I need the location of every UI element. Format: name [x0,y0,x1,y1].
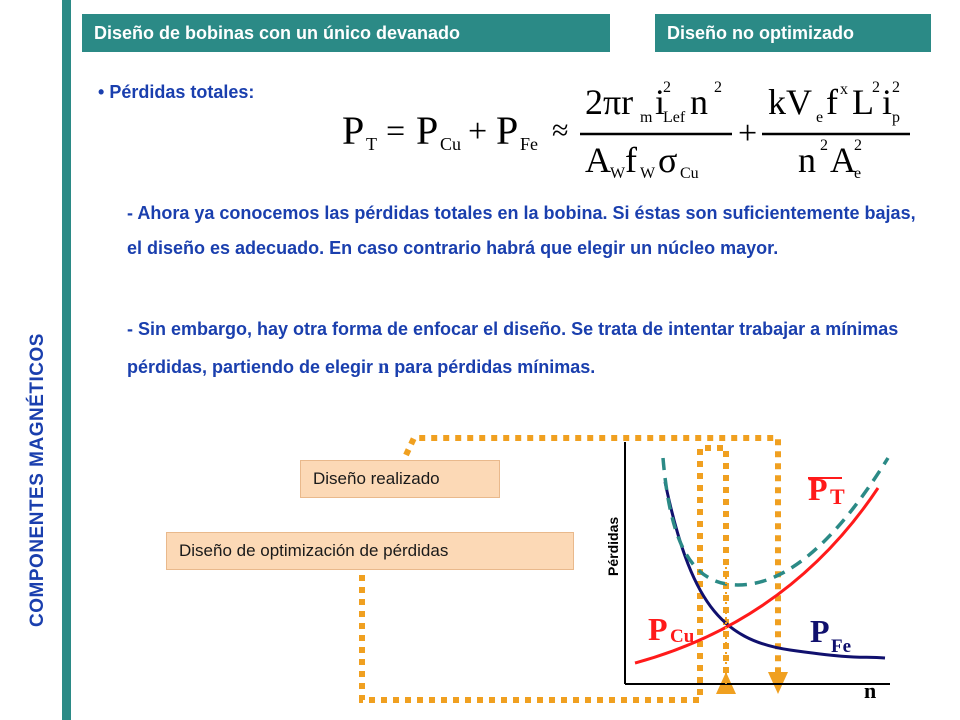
paragraph-2-start: - Sin embargo, hay otra forma de enfocar el diseño. Se trata de intentar trabajar a mínimas pérdidas, partiendo de elegir [127,319,899,377]
formula-num2-x: x [840,81,848,98]
optimization-design-box: Diseño de optimización de pérdidas [166,532,574,570]
formula-num2-e: e [816,109,824,126]
paragraph-2-variable: n [378,356,390,378]
formula-num1-n: n [690,82,708,122]
formula-den2-n: n [798,140,816,180]
formula-pt: P [342,108,365,153]
pt-label-sub: T [830,484,845,509]
design-done-box: Diseño realizado [300,460,500,498]
side-title: COMPONENTES MAGNÉTICOS [27,333,48,627]
header-title: Diseño de bobinas con un único devanado [82,14,610,52]
formula-num2-l: L [852,82,874,122]
paragraph-2-end: para pérdidas mínimas. [389,357,596,377]
pcu-label: P [648,611,668,647]
bullet-label: Pérdidas totales: [109,82,255,102]
header-subtitle: Diseño no optimizado [655,14,931,52]
formula-plus-2: + [738,115,758,152]
formula-pfe: P [496,108,519,153]
formula-num2-sq1: 2 [872,79,880,96]
formula-pt-sub: T [366,134,377,154]
formula-num2-sq2: 2 [892,79,900,96]
pcu-label-sub: Cu [670,626,695,647]
formula-num1-sq1: 2 [663,79,671,96]
formula-num1-i: i [655,82,666,122]
formula-num2-kv: kV [768,82,812,122]
formula-den1-cu: Cu [680,165,699,182]
x-axis-label: n [864,678,877,703]
formula-num2-i: i [882,82,893,122]
formula-approx: ≈ [552,114,569,147]
formula-num1-2pi-r: 2πr [585,82,634,122]
formula-den2-e: e [854,165,862,182]
formula-den1-w1: W [610,165,626,182]
formula-den2-a: A [830,140,856,180]
pt-label: P [808,471,828,507]
formula-num2-p: p [892,109,900,126]
pfe-label: P [810,613,830,649]
formula-num1-sq2: 2 [714,79,722,96]
formula-pcu: P [416,108,439,153]
formula-den1-a: A [585,140,611,180]
formula-den1-sigma: σ [658,140,678,180]
formula-den1-f: f [625,140,637,180]
formula-plus-1: + [468,113,488,150]
y-axis-label: Pérdidas [605,516,621,576]
formula-num2-f: f [826,82,838,122]
paragraph-1: - Ahora ya conocemos las pérdidas totales en la bobina. Si éstas son suficientemente bajas, el diseño es adecuado. En caso contrario habrá que elegir un núcleo mayor. [127,203,916,258]
bullet-total-losses: • Pérdidas totales: [98,82,255,102]
formula-equals: = [386,113,406,150]
formula-pfe-sub: Fe [520,134,538,154]
formula-den1-w2: W [640,165,656,182]
formula-num1-lef: Lef [663,109,686,126]
pfe-label-sub: Fe [831,636,852,657]
formula-pcu-sub: Cu [440,134,462,154]
formula-den2-sq1: 2 [820,137,828,154]
formula-den2-sq2: 2 [854,137,862,154]
formula-num1-m: m [640,109,653,126]
